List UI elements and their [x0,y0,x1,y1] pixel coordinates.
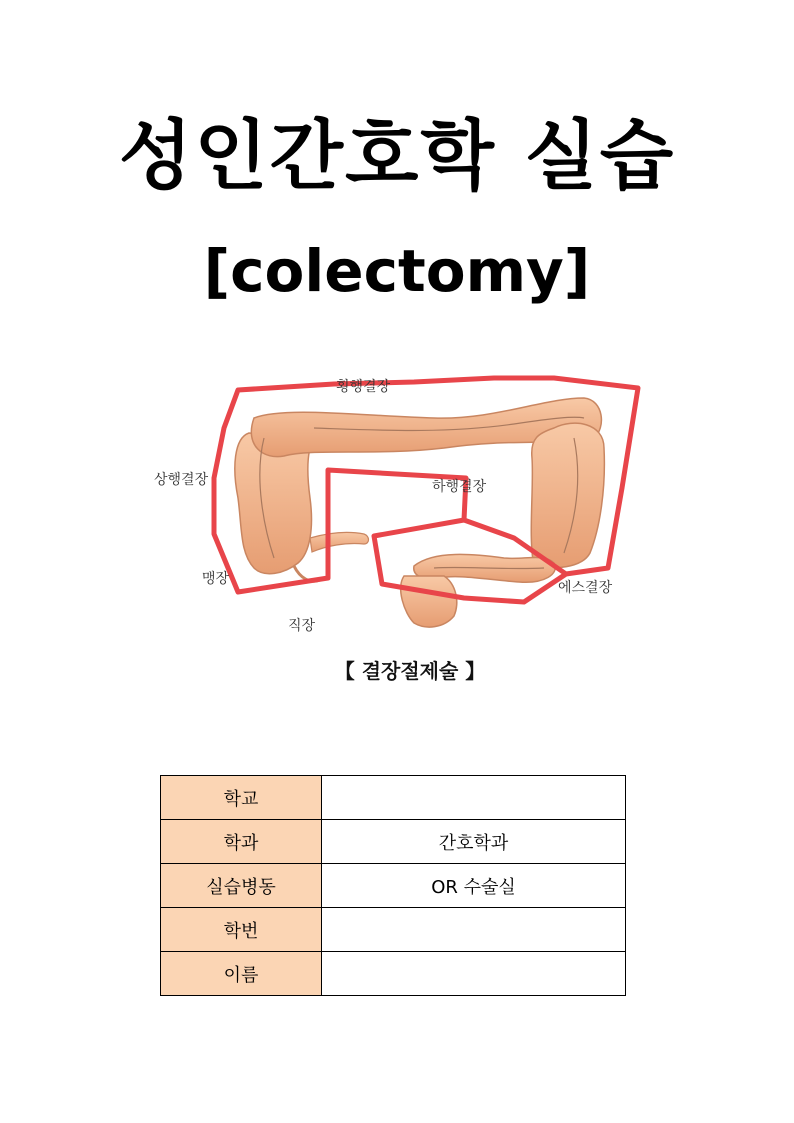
row-value-name [322,952,626,996]
label-descending-colon: 하행결장 [432,479,487,495]
table-row [161,776,626,820]
table-row [161,952,626,996]
table-row [161,864,626,908]
label-ascending-colon: 상행결장 [154,472,209,488]
row-label-student-id: 학번 [161,908,322,952]
colectomy-illustration [114,338,706,710]
row-value-student-id [322,908,626,952]
document-title: 성인간호학 실습 [118,111,676,200]
label-transverse-colon: 횡행결장 [336,379,391,395]
figure-caption: 【 결장절제술 】 [334,659,486,683]
colon-diagram [114,338,706,710]
label-sigmoid-colon: 에스결장 [558,580,613,596]
row-label-school: 학교 [161,776,322,820]
row-label-name: 이름 [161,952,322,996]
row-value-school [322,776,626,820]
row-value-ward: OR 수술실 [322,864,626,908]
row-label-ward: 실습병동 [161,864,322,908]
row-label-department: 학과 [161,820,322,864]
label-rectum: 직장 [288,618,316,634]
table-row [161,820,626,864]
document-subtitle: [colectomy] [203,237,591,305]
label-cecum: 맹장 [202,571,230,587]
student-info-table [160,775,626,996]
table-row [161,908,626,952]
row-value-department: 간호학과 [322,820,626,864]
